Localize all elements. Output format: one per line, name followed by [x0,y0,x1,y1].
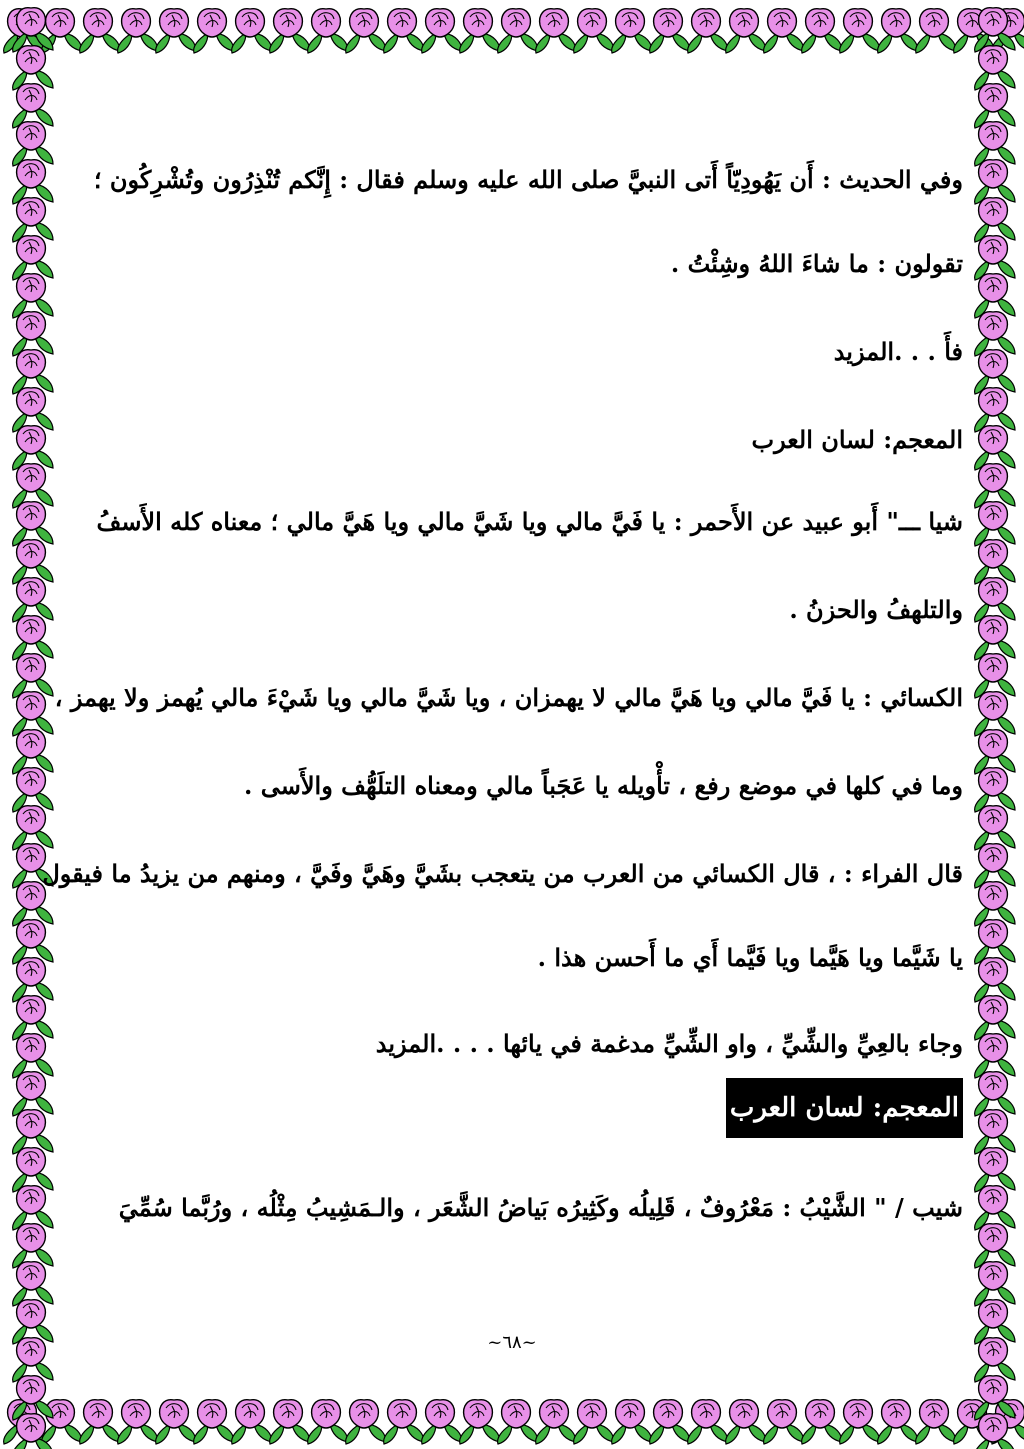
rose-flower-icon [840,9,880,53]
rose-flower-icon [574,9,614,53]
rose-flower-icon [13,1414,53,1449]
text-line: وجاء بالعِيِّ والشِّيِّ ، واو الشِّيِّ مدغمة في يائها . . . .المزيد [375,1029,963,1058]
rose-flower-icon [118,9,158,53]
rose-flower-icon [308,1400,348,1444]
rose-flower-icon [650,9,690,53]
rose-flower-icon [764,9,804,53]
rose-flower-icon [308,9,348,53]
rose-flower-icon [498,1400,538,1444]
rose-flower-icon [536,1400,576,1444]
text-line: والتلهفُ والحزنُ . [789,595,963,624]
text-line: يا شَيَّما ويا هَيَّما ويا فَيَّما أَي ما أَحسن هذا . [537,943,963,972]
bottom-rose-border [0,1391,1024,1449]
rose-flower-icon [726,9,766,53]
rose-border-svg [0,0,62,1449]
rose-border-svg [0,0,1024,58]
rose-flower-icon [975,1414,1015,1449]
rose-flower-icon [764,1400,804,1444]
rose-flower-icon [422,9,462,53]
text-line: فأَ . . .المزيد [833,337,963,366]
dictionary-source-label: المعجم: لسان العرب [751,425,963,454]
rose-flower-icon [118,1400,158,1444]
text-line: وفي الحديث : أَن يَهُودِيّاً أَتى النبيَّ صلى الله عليه وسلم فقال : إِنَّكم تُنْذِرُون وتُشْرِكُون ؛ [93,165,963,194]
text-line: تقولون : ما شاءَ اللهُ وشِئْتُ . [670,249,963,278]
rose-flower-icon [536,9,576,53]
rose-flower-icon [688,9,728,53]
rose-flower-icon [802,9,842,53]
rose-flower-icon [346,1400,386,1444]
rose-flower-icon [460,9,500,53]
rose-flower-icon [422,1400,462,1444]
rose-flower-icon [232,9,272,53]
rose-flower-icon [384,9,424,53]
rose-flower-icon [840,1400,880,1444]
rose-flower-icon [270,9,310,53]
text-line: قال الفراء : ، قال الكسائي من العرب من يتعجب بشَيَّ وهَيَّ وفَيَّ ، ومنهم من يزيدُ ما فيقول [42,859,963,888]
text-line: شيا ـــ" أَبو عبيد عن الأَحمر : يا فَيَّ مالي ويا شَيَّ مالي ويا هَيَّ مالي ؛ معناه كله الأَسفُ [96,507,963,536]
rose-flower-icon [80,9,120,53]
rose-flower-icon [916,1400,956,1444]
rose-border-svg [962,0,1024,1449]
rose-flower-icon [270,1400,310,1444]
rose-flower-icon [194,1400,234,1444]
rose-flower-icon [612,9,652,53]
rose-border-svg [0,1391,1024,1449]
text-line: الكسائي : يا فَيَّ مالي ويا هَيَّ مالي لا يهمزان ، ويا شَيَّ مالي ويا شَيْءَ مالي يُهمز ولا يهمز ، [54,683,963,712]
text-line: وما في كلها في موضع رفع ، تأْويله يا عَجَباً مالي ومعناه التلَهُّف والأَسى . [244,771,963,800]
rose-flower-icon [688,1400,728,1444]
right-rose-border [962,0,1024,1449]
rose-flower-icon [194,9,234,53]
left-rose-border [0,0,62,1449]
rose-flower-icon [878,9,918,53]
rose-flower-icon [802,1400,842,1444]
rose-flower-icon [232,1400,272,1444]
boxed-heading: المعجم: لسان العرب [726,1078,963,1138]
rose-flower-icon [346,9,386,53]
text-line: شيب / " الشَّيْبُ : مَعْرُوفٌ ، قَلِيلُه وكَثِيرُه بَياضُ الشَّعَر ، والـمَشِيبُ مِثْلُه ، ورُبَّما سُمِّيَ [118,1193,963,1222]
rose-flower-icon [916,9,956,53]
page-number: ~٦٨~ [487,1332,537,1353]
top-rose-border [0,0,1024,58]
rose-flower-icon [156,1400,196,1444]
rose-flower-icon [612,1400,652,1444]
rose-flower-icon [650,1400,690,1444]
rose-flower-icon [156,9,196,53]
rose-flower-icon [574,1400,614,1444]
rose-flower-icon [878,1400,918,1444]
rose-flower-icon [460,1400,500,1444]
rose-flower-icon [80,1400,120,1444]
rose-flower-icon [726,1400,766,1444]
rose-flower-icon [384,1400,424,1444]
rose-flower-icon [498,9,538,53]
